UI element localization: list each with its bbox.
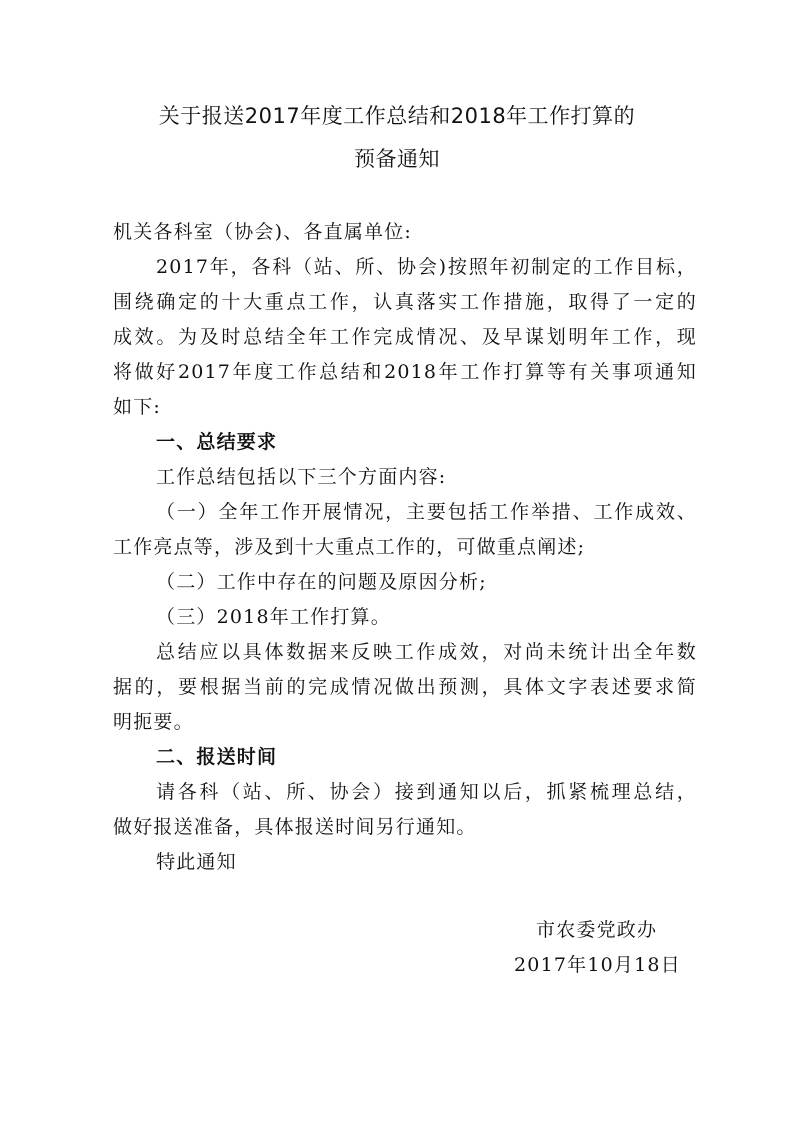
section-2-heading: 二、报送时间: [156, 746, 278, 768]
intro-line-2: 围绕确定的十大重点工作，认真落实工作措施，取得了一定的: [113, 291, 697, 313]
section-1-note-line-2: 据的，要根据当前的完成情况做出预测，具体文字表述要求简: [113, 676, 697, 698]
section-2-body-line-2: 做好报送准备，具体报送时间另行通知。: [113, 816, 477, 838]
document-date: 2017年10月18日: [514, 954, 681, 976]
intro-line-3: 成效。为及时总结全年工作完成情况、及早谋划明年工作，现: [113, 326, 697, 348]
salutation: 机关各科室（协会)、各直属单位:: [113, 221, 413, 243]
section-1-lead: 工作总结包括以下三个方面内容:: [156, 466, 447, 488]
intro-line-5: 如下:: [113, 396, 162, 418]
section-1-note-line-1: 总结应以具体数据来反映工作成效，对尚未统计出全年数: [156, 641, 697, 663]
section-1-item-3: （三）2018年工作打算。: [156, 606, 391, 628]
document-title-line-2: 预备通知: [354, 147, 440, 171]
closing-text: 特此通知: [156, 851, 237, 873]
signature: 市农委党政办: [536, 919, 658, 941]
section-1-item-1-line-2: 工作亮点等，涉及到十大重点工作的，可做重点阐述;: [113, 536, 586, 558]
section-1-note-line-3: 明扼要。: [113, 711, 194, 733]
intro-line-1: 2017年，各科（站、所、协会)按照年初制定的工作目标，: [156, 256, 697, 278]
section-1-item-1-line-1: （一）全年工作开展情况，主要包括工作举措、工作成效、: [156, 501, 697, 523]
section-1-item-2: （二）工作中存在的问题及原因分析;: [156, 571, 487, 593]
section-1-heading: 一、总结要求: [156, 431, 278, 453]
document-title-line-1: 关于报送2017年度工作总结和2018年工作打算的: [158, 104, 636, 128]
section-2-body-line-1: 请各科（站、所、协会）接到通知以后，抓紧梳理总结，: [156, 781, 697, 803]
intro-line-4: 将做好2017年度工作总结和2018年工作打算等有关事项通知: [113, 361, 697, 383]
